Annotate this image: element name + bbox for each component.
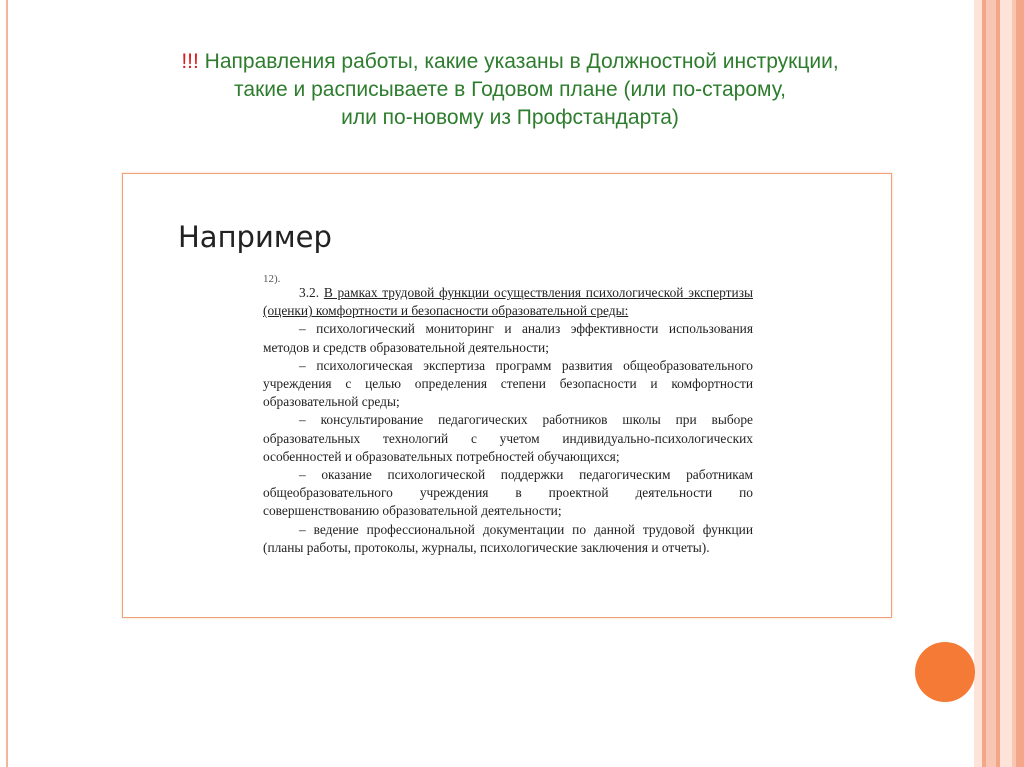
orange-circle-decoration bbox=[915, 642, 975, 702]
list-item: – психологический мониторинг и анализ эффективности использования методов и средств образовательной деятельности; bbox=[263, 321, 753, 355]
headline-line-1 bbox=[120, 48, 900, 76]
section-heading-text: В рамках трудовой функции осуществления психологической экспертизы (оценки) комфортности и безопасности образовательной среды: bbox=[263, 285, 753, 319]
left-decorative-line bbox=[6, 0, 8, 767]
list-item: – психологическая экспертиза программ развития общеобразовательного учреждения с целью определения степени безопасности и комфортности образовательной среды; bbox=[263, 357, 753, 410]
headline-line-3: или по-новому из Профстандарта) bbox=[341, 106, 679, 129]
section-heading bbox=[263, 284, 753, 320]
headline-text-1: Направления работы, какие указаны в Должностной инструкции, bbox=[198, 50, 839, 73]
list-item: – ведение профессиональной документации по данной трудовой функции (планы работы, протоколы, журналы, психологические заключения и отчеты). bbox=[263, 521, 753, 555]
headline-line-2: такие и расписываете в Годовом плане (или по-старому, bbox=[234, 78, 786, 101]
list-item: – консультирование педагогических работников школы при выборе образовательных технологий с учетом индивидуально-психологических особенностей и образовательных потребностей обучающихся; bbox=[263, 412, 753, 464]
section-number: 3.2. bbox=[299, 285, 320, 300]
slide-headline bbox=[120, 48, 900, 132]
example-title: Например bbox=[178, 220, 332, 254]
exclamation-marks: !!! bbox=[181, 50, 199, 73]
right-decorative-stripes bbox=[974, 0, 1024, 767]
example-frame bbox=[122, 173, 892, 618]
document-excerpt bbox=[263, 276, 753, 557]
list-item: – оказание психологической поддержки педагогическим работникам общеобразовательного учреждения в проектной деятельности по совершенствованию образовательной деятельности; bbox=[263, 467, 753, 519]
cut-off-line: 12). bbox=[263, 274, 281, 284]
